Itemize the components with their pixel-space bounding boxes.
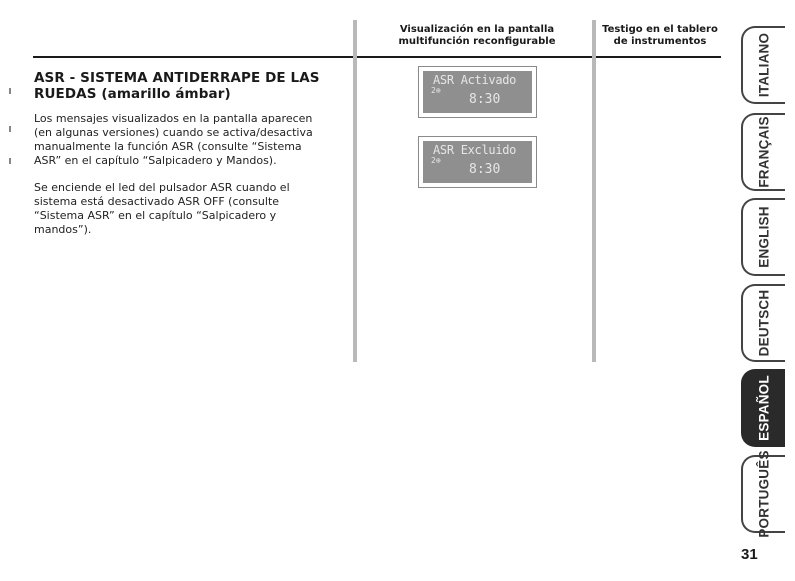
header-rule bbox=[33, 56, 721, 58]
tab-espanol[interactable] bbox=[741, 369, 785, 447]
tab-portugues[interactable] bbox=[741, 450, 785, 538]
margin-mark bbox=[9, 126, 11, 132]
tab-label: FRANÇAIS bbox=[756, 116, 772, 188]
display-message: ASR Excluido bbox=[433, 143, 517, 157]
tab-label: ENGLISH bbox=[756, 206, 772, 268]
display-screen bbox=[423, 71, 532, 113]
column-divider bbox=[592, 20, 596, 362]
tab-label: DEUTSCH bbox=[756, 289, 772, 357]
page-number: 31 bbox=[741, 546, 758, 563]
tab-english[interactable] bbox=[741, 198, 785, 276]
tab-francais[interactable] bbox=[741, 113, 785, 191]
tab-italiano[interactable] bbox=[741, 26, 785, 104]
display-screen bbox=[423, 141, 532, 183]
tab-deutsch[interactable] bbox=[741, 284, 785, 362]
column-divider bbox=[353, 20, 357, 362]
display-time: 8:30 bbox=[469, 92, 501, 107]
body-paragraph: Se enciende el led del pulsador ASR cuando el sistema está desactivado ASR OFF (consulte “Sistema ASR” en el capítulo “Salpicadero y mandos”). bbox=[34, 181, 290, 236]
margin-mark bbox=[9, 158, 11, 164]
body-paragraph: Los mensajes visualizados en la pantalla aparecen (en algunas versiones) cuando se activa/desactiva manualmente la función ASR (consulte “Sistema ASR” en el capítulo “Salpicadero y Mandos). bbox=[34, 112, 313, 167]
tab-label: ITALIANO bbox=[756, 32, 772, 98]
display-asr-excluded bbox=[418, 136, 537, 188]
column-header-warning-light: Testigo en el tablero de instrumentos bbox=[602, 24, 718, 47]
tab-label: ESPAÑOL bbox=[756, 375, 772, 441]
display-gear: 2⊕ bbox=[431, 156, 441, 165]
column-header-display: Visualización en la pantalla multifunción reconfigurable bbox=[398, 24, 556, 47]
display-gear: 2⊕ bbox=[431, 86, 441, 95]
section-title-line1: ASR - SISTEMA ANTIDERRAPE DE LAS bbox=[34, 70, 320, 86]
section-title-note: (amarillo ámbar) bbox=[101, 86, 231, 102]
section-title-line2: RUEDAS bbox=[34, 86, 97, 102]
margin-mark bbox=[9, 88, 11, 94]
display-message: ASR Activado bbox=[433, 73, 517, 87]
tab-label: PORTUGUÊS bbox=[756, 450, 772, 538]
display-asr-activated bbox=[418, 66, 537, 118]
section-title bbox=[34, 70, 334, 102]
display-time: 8:30 bbox=[469, 162, 501, 177]
